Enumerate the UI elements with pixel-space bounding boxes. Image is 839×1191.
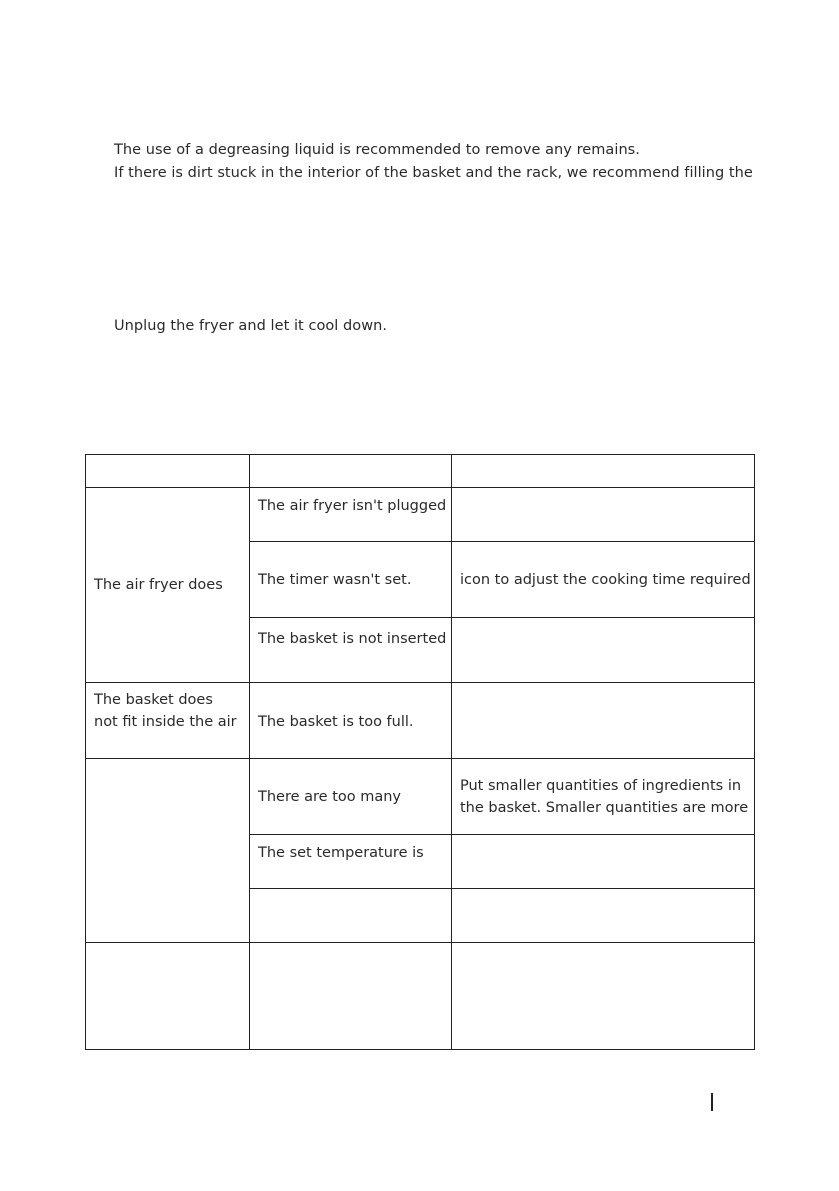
word: recommend (592, 165, 680, 181)
cause-cell (250, 889, 452, 943)
cause-cell: The timer wasn't set. (250, 542, 452, 618)
page-number-divider (711, 1093, 713, 1111)
solution-cell: icon to adjust the cooking time required (452, 542, 755, 618)
table-cell (86, 455, 250, 488)
cleaning-line-3: Unplug the fryer and let it cool down. (114, 318, 388, 334)
cause-cell: The set temperature is (250, 835, 452, 889)
problem-line: The basket does (94, 692, 213, 708)
solution-cell (452, 943, 755, 1050)
word: in (261, 165, 275, 181)
word: If (114, 165, 124, 181)
solution-line: the basket. Smaller quantities are more (460, 799, 749, 816)
table-row (86, 943, 755, 1050)
word: there (128, 165, 167, 181)
problem-cell (86, 759, 250, 943)
table-row (86, 759, 755, 835)
word: the (383, 165, 408, 181)
word: of (365, 165, 380, 181)
problem-cell: The air fryer does (86, 488, 250, 683)
word: the (497, 165, 522, 181)
cause-cell (250, 943, 452, 1050)
cause-cell: The air fryer isn't plugged (250, 488, 452, 542)
table-cell (250, 455, 452, 488)
cleaning-line-1: The use of a degreasing liquid is recommended to remove any remains. (114, 142, 640, 158)
word: dirt (187, 165, 213, 181)
cause-cell: The basket is not inserted (250, 618, 452, 683)
word: we (566, 165, 588, 181)
troubleshooting-table (85, 454, 755, 1050)
word: the (278, 165, 303, 181)
table-row (86, 683, 755, 759)
problem-line: not fit inside the air (94, 714, 237, 730)
problem-cell (86, 943, 250, 1050)
cleaning-line-2 (114, 165, 753, 181)
word: the (728, 165, 753, 181)
cause-cell: The basket is too full. (250, 683, 452, 759)
word: filling (684, 165, 725, 181)
solution-line: Put smaller quantities of ingredients in (460, 777, 742, 794)
solution-cell (452, 618, 755, 683)
word: basket (412, 165, 461, 181)
solution-cell (452, 683, 755, 759)
solution-cell (452, 835, 755, 889)
word: stuck (217, 165, 257, 181)
word: and (465, 165, 493, 181)
solution-cell (452, 759, 755, 835)
word: rack, (526, 165, 563, 181)
word: is (171, 165, 184, 181)
solution-cell (452, 488, 755, 542)
problem-cell (86, 683, 250, 759)
word: interior (307, 165, 361, 181)
cause-cell: There are too many (250, 759, 452, 835)
table-row (86, 488, 755, 542)
table-header-row (86, 455, 755, 488)
solution-cell (452, 889, 755, 943)
table-cell (452, 455, 755, 488)
